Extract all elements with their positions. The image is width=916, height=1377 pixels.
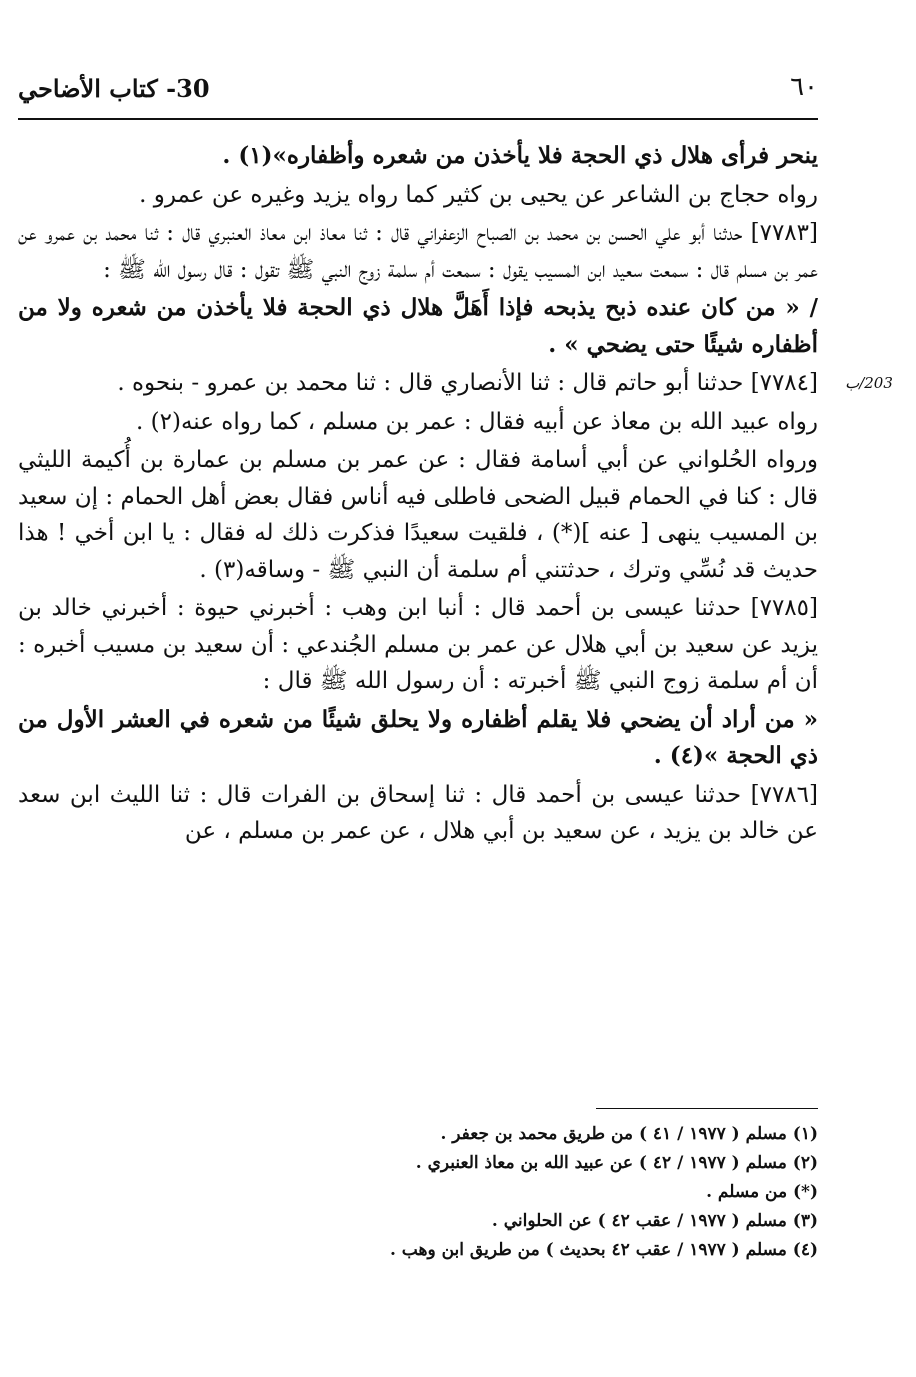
paragraph: « من أراد أن يضحي فلا يقلم أظفاره ولا يحلق شيئًا من شعره في العشر الأول من ذي الحجة »(٤) . [18,705,818,769]
paragraph: [٧٧٨٦] حدثنا عيسى بن أحمد قال : ثنا إسحاق بن الفرات قال : ثنا الليث ابن سعد عن خالد بن يزيد ، عن سعيد بن أبي هلال ، عن عمر بن مسلم ، عن [18,781,818,844]
paragraph: [٧٧٨٣] حدثنا أبو علي الحسن بن محمد بن الصباح الزعفراني قال : ثنا معاذ ابن معاذ العنبري قال : ثنا محمد بن عمرو عن عمر بن مسلم قال : سمعت سعيد ابن المسيب يقول : سمعت أم سلمة زوج النبي ﷺ تقول : قال رسول الله ﷺ : [18,220,818,283]
paragraph: / « من كان عنده ذبح يذبحه فإذا أَهَلَّ هلال ذي الحجة فلا يأخذن من شعره ولا من أظفاره شيئًا حتى يضحي » . [18,294,818,358]
margin-folio-note: 203/ب [845,374,893,392]
paragraph: [٧٧٨٤] حدثنا أبو حاتم قال : ثنا الأنصاري قال : ثنا محمد بن عمرو - بنحوه . [117,370,818,396]
footnote-divider [596,1108,818,1109]
paragraph: [٧٧٨٥] حدثنا عيسى بن أحمد قال : أنبا ابن وهب : أخبرني حيوة : أخبرني خالد بن يزيد عن سعيد بن أبي هلال عن عمر بن مسلم الجُندعي : أن سعيد بن مسيب أخبره : أن أم سلمة زوج النبي ﷺ أخبرته : أن رسول الله ﷺ قال : [18,595,818,694]
book-title: 30- كتاب الأضاحي [18,74,210,103]
paragraph: ورواه الحُلواني عن أبي أسامة فقال : عن عمر بن مسلم بن عمارة بن أُكيمة الليثي قال : كنا في الحمام قبيل الضحى فاطلى فيه أناس فقال بعض أهل الحمام : إن سعيد بن المسيب ينهى [ عنه ](*) ، فلقيت سعيدًا فذكرت ذلك له فقال : يا ابن أخي ! هذا حديث قد نُسِّي وترك ، حدثتني أم سلمة أن النبي ﷺ - وساقه(٣) . [18,447,818,583]
paragraph: رواه عبيد الله بن معاذ عن أبيه فقال : عمر بن مسلم ، كما رواه عنه(٢) . [136,408,818,435]
footnote: (٢) مسلم ( ١٩٧٧ / ٤٢ ) عن عبيد الله بن معاذ العنبري . [415,1153,818,1173]
header-divider [18,118,818,120]
footnote: (١) مسلم ( ١٩٧٧ / ٤١ ) من طريق محمد بن جعفر . [440,1124,818,1144]
footnote: (*) من مسلم . [706,1182,818,1202]
footnote: (٤) مسلم ( ١٩٧٧ / عقب ٤٢ بحديث ) من طريق ابن وهب . [389,1240,818,1260]
paragraph: ينحر فرأى هلال ذي الحجة فلا يأخذن من شعره وأظفاره»(١) . [222,142,818,169]
footnotes [98,1120,818,1265]
page-number: ٦٠ [790,72,818,102]
footnote: (٣) مسلم ( ١٩٧٧ / عقب ٤٢ ) عن الحلواني . [491,1211,818,1231]
paragraph: رواه حجاج بن الشاعر عن يحيى بن كثير كما رواه يزيد وغيره عن عمرو . [139,181,818,208]
main-text [18,138,818,852]
page-header [18,72,818,112]
